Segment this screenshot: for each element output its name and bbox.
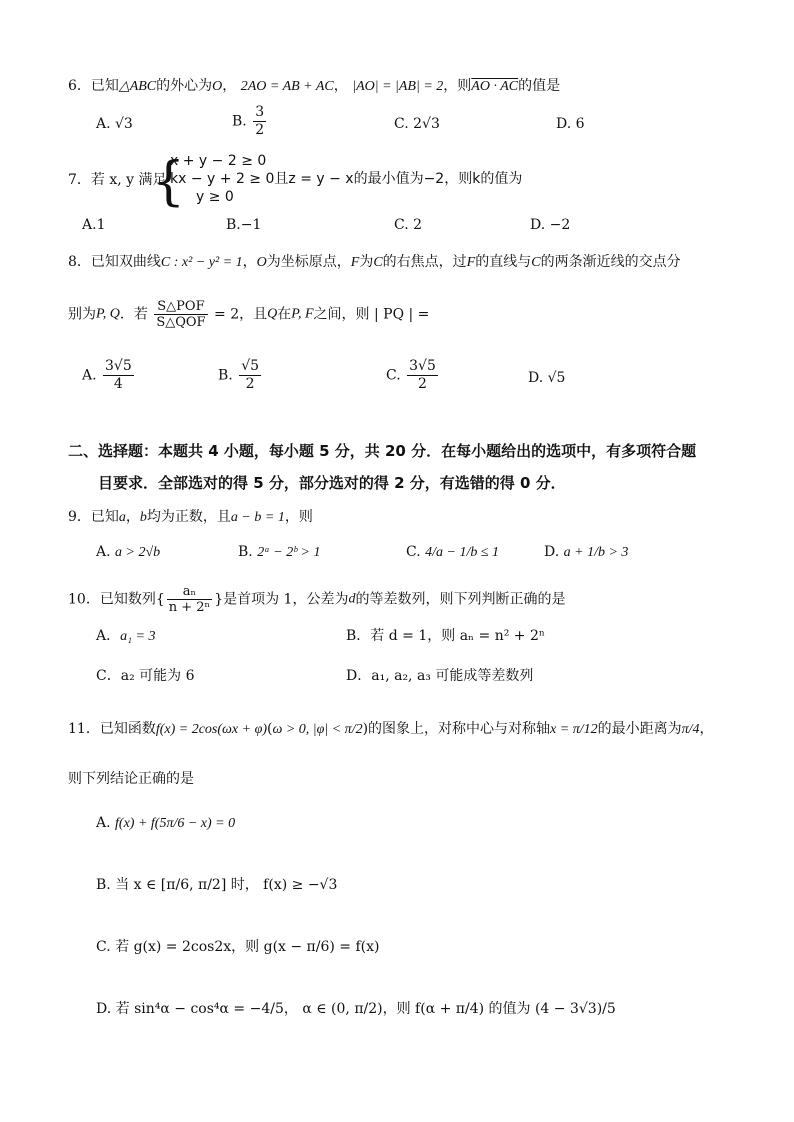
fraction-denominator: 4 — [113, 376, 123, 392]
option-fraction — [239, 358, 261, 393]
option-label: C. — [386, 367, 401, 384]
option-value: 4/a − 1/b ≤ 1 — [425, 545, 500, 560]
option-value: 若 sin⁴α − cos⁴α = −4/5， α ∈ (0, π/2)，则 f(α + π/4) 的值为 (4 − 3√3)/5 — [115, 1001, 616, 1017]
q8-option-a[interactable] — [82, 358, 136, 393]
variable-symbol: a — [118, 510, 126, 525]
q9-option-c[interactable] — [406, 542, 499, 563]
option-value: 1 — [96, 217, 106, 233]
option-value: 2 — [413, 217, 423, 233]
option-label: A. — [96, 544, 111, 560]
question-text: ，则 — [284, 509, 313, 525]
question-number: 11． — [68, 721, 100, 737]
paren-right: ) — [362, 721, 369, 737]
sequence-fraction — [167, 584, 212, 615]
option-label: A. — [96, 815, 111, 831]
point-symbol: O — [212, 79, 223, 94]
section-2-heading-line-2: 目要求．全部选对的得 5 分，部分选对的得 2 分，有选错的得 0 分． — [98, 474, 566, 492]
option-fraction — [253, 104, 266, 139]
section-2-heading-line-1: 二、选择题：本题共 4 小题，每小题 5 分，共 20 分．在每小题给出的选项中，有多项符合题 — [68, 442, 697, 460]
curve-symbol: C — [531, 255, 541, 270]
option-value: a > 2√b — [115, 545, 161, 560]
option-label: D. — [530, 217, 546, 233]
question-text: 的直线与 — [475, 254, 532, 270]
question-10 — [68, 584, 565, 615]
points-symbol: P, F — [291, 306, 314, 322]
option-label: B. — [226, 217, 241, 233]
question-text: 已知函数 — [99, 721, 156, 737]
question-number: 6． — [68, 78, 91, 94]
option-label: B． — [346, 628, 371, 644]
point-symbol: F — [466, 255, 476, 270]
option-label: C. — [394, 116, 409, 132]
q8-option-c[interactable] — [386, 358, 440, 393]
question-11-line-2: 则下列结论正确的是 — [68, 771, 194, 787]
question-6: 6．已知△ABC的外心为O， 2AO = AB + AC， |AO| = |AB| = 2，则AO · AC的值是 — [68, 78, 561, 94]
option-value: 若 d = 1，则 aₙ = n² + 2ⁿ — [370, 628, 545, 644]
question-text: = 2，且 — [214, 306, 268, 323]
question-text: 的最小距离为 — [597, 721, 682, 737]
variable-symbol: b — [139, 510, 147, 525]
fraction-denominator: 2 — [245, 376, 255, 392]
question-11-line-1 — [68, 719, 714, 740]
fraction-denominator: 2 — [418, 376, 427, 392]
question-text: 的值是 — [518, 78, 561, 94]
q6-option-a[interactable] — [96, 114, 133, 134]
question-text: 已知双曲线 — [90, 254, 161, 270]
point-symbol: F — [350, 255, 360, 270]
question-text: 已知 — [90, 78, 119, 94]
question-number: 8． — [68, 254, 91, 270]
fraction-numerator: 3 — [255, 104, 265, 120]
question-text: 是首项为 1，公差为 — [223, 591, 349, 608]
triangle-symbol: △ABC — [118, 79, 157, 94]
question-text: ，则 — [443, 78, 472, 94]
dot-product: AO · AC — [471, 79, 519, 94]
q7-option-c[interactable] — [394, 215, 422, 235]
q6-option-d[interactable] — [556, 114, 585, 134]
paren-left: ( — [266, 721, 273, 737]
q7-option-d[interactable] — [530, 215, 570, 235]
right-brace: } — [214, 591, 224, 608]
option-value: √3 — [115, 116, 133, 132]
fraction-denominator: n + 2ⁿ — [168, 600, 211, 615]
option-label: C． — [96, 668, 121, 684]
question-text: ， — [125, 509, 140, 525]
fraction-numerator: aₙ — [167, 584, 212, 600]
option-label: B. — [218, 367, 233, 384]
option-label: D. — [96, 1001, 112, 1017]
question-text: 均为正数，且 — [146, 509, 231, 525]
symmetry-axis: x = π/12 — [550, 722, 598, 737]
q10-option-d[interactable] — [346, 666, 533, 686]
option-label: A. — [82, 367, 97, 384]
inequality-3: y ≥ 0 — [196, 189, 234, 205]
inequality-1: x + y − 2 ≥ 0 — [170, 153, 267, 169]
system-brace: { — [152, 152, 186, 212]
option-label: A. — [96, 116, 111, 132]
option-label: B. — [232, 113, 247, 130]
q6-option-b[interactable] — [232, 104, 268, 139]
function-definition: f(x) = 2cos(ωx + φ) — [155, 722, 267, 737]
option-label: C. — [394, 217, 409, 233]
option-value: f(x) + f(5π/6 − x) = 0 — [115, 816, 236, 831]
option-value: a₁ = 3 — [120, 629, 156, 644]
question-text: 为 — [359, 254, 374, 270]
question-text: 之间，则 | PQ | = — [313, 306, 430, 323]
question-text: ．若 — [119, 306, 148, 323]
point-symbol: Q — [267, 306, 278, 322]
q11-option-a[interactable] — [96, 813, 235, 834]
option-value: √5 — [547, 370, 566, 386]
question-text: 别为 — [68, 306, 96, 323]
option-label: B. — [96, 877, 111, 893]
question-number: 9． — [68, 509, 91, 525]
option-value: 2ᵃ − 2ᵇ > 1 — [257, 545, 321, 560]
inequality-2 — [170, 170, 522, 188]
q10-option-c[interactable] — [96, 666, 195, 686]
question-text: 的等差数列，则下列判断正确的是 — [355, 591, 566, 608]
question-text: 且z = y − x的最小值为−2，则k的值为 — [274, 171, 523, 187]
curve-symbol: C — [373, 255, 383, 270]
question-text: 为坐标原点， — [266, 254, 351, 270]
question-number: 10． — [68, 591, 100, 608]
q8-option-d[interactable] — [528, 368, 565, 388]
inequality-text: kx − y + 2 ≥ 0 — [170, 171, 275, 187]
option-fraction — [103, 358, 134, 393]
q10-option-a[interactable] — [96, 626, 155, 647]
vector-condition-1: 2AO = AB + AC — [240, 79, 334, 94]
fraction-denominator: 2 — [255, 122, 265, 138]
question-8-line-1 — [68, 252, 681, 273]
variable-symbol: d — [348, 591, 356, 607]
question-text: 的图象上，对称中心与对称轴 — [368, 721, 551, 737]
hyperbola-equation: C : x² − y² = 1 — [160, 255, 243, 270]
option-label: D. — [528, 370, 544, 386]
question-number: 7． — [68, 172, 91, 188]
fraction-numerator: √5 — [241, 358, 260, 374]
option-label: D. — [544, 544, 560, 560]
question-text: ， — [699, 721, 714, 737]
option-value: a + 1/b > 3 — [563, 545, 629, 560]
q11-option-c[interactable] — [96, 937, 379, 957]
option-label: C. — [96, 939, 111, 955]
option-value: −2 — [549, 217, 571, 233]
q7-option-a[interactable] — [82, 215, 105, 235]
question-text: 已知数列 — [99, 591, 156, 608]
option-label: A． — [96, 628, 121, 644]
point-symbol: O — [256, 255, 267, 270]
option-label: C. — [406, 544, 421, 560]
vector-condition-2: |AO| = |AB| = 2 — [352, 79, 444, 94]
option-label: D. — [556, 116, 572, 132]
q11-option-d[interactable] — [96, 999, 616, 1019]
option-label: D． — [346, 668, 372, 684]
fraction-numerator: 3√5 — [409, 358, 436, 374]
points-symbol: P, Q — [96, 306, 120, 322]
question-text: ， — [242, 254, 257, 270]
option-value: a₂ 可能为 6 — [120, 668, 195, 684]
area-ratio — [154, 299, 207, 330]
fraction-numerator: 3√5 — [105, 358, 132, 374]
function-condition: ω > 0, |φ| < π/2 — [272, 722, 363, 737]
condition-equation: a − b = 1 — [230, 510, 285, 525]
q11-option-b[interactable] — [96, 875, 337, 895]
q9-option-a[interactable] — [96, 542, 160, 563]
fraction-numerator: S△POF — [154, 299, 207, 315]
q6-option-c[interactable] — [394, 114, 440, 134]
option-fraction — [407, 358, 438, 393]
option-value: 2√3 — [413, 116, 440, 132]
question-text: 已知 — [90, 509, 119, 525]
question-text: 的两条渐近线的交点分 — [540, 254, 681, 270]
q10-option-b[interactable] — [346, 626, 545, 646]
left-brace: { — [155, 591, 165, 608]
option-value: 6 — [575, 116, 585, 132]
q9-option-b[interactable] — [238, 542, 320, 563]
option-value: −1 — [240, 217, 262, 233]
option-value: 当 x ∈ [π/6, π/2] 时， f(x) ≥ −√3 — [115, 877, 338, 893]
option-label: A. — [82, 217, 97, 233]
option-value: 若 g(x) = 2cos2x，则 g(x − π/6) = f(x) — [115, 939, 380, 955]
q8-option-b[interactable] — [218, 358, 263, 393]
question-text: 在 — [277, 306, 292, 323]
question-text: 若 x, y 满足 — [90, 172, 167, 188]
q9-option-d[interactable] — [544, 542, 628, 563]
option-value: a₁, a₂, a₃ 可能成等差数列 — [371, 668, 534, 684]
fraction-denominator: S△QOF — [156, 315, 206, 330]
question-9 — [68, 507, 313, 528]
question-text: 的右焦点，过 — [382, 254, 467, 270]
q7-option-b[interactable] — [226, 215, 261, 235]
option-label: B. — [238, 544, 253, 560]
question-text: 的外心为 — [156, 78, 213, 94]
question-8-line-2 — [68, 299, 429, 330]
min-distance: π/4 — [681, 722, 700, 737]
